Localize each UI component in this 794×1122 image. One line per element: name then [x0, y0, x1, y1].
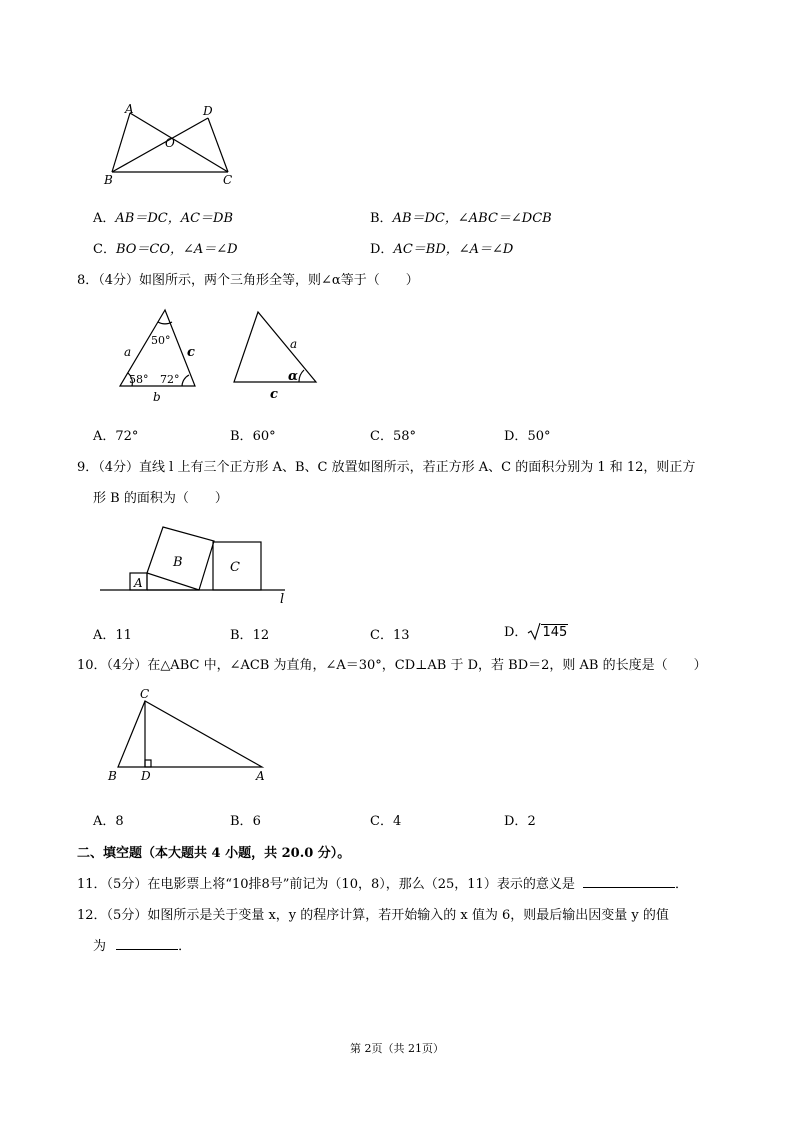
q7-option-a[interactable]: A．AB＝DC，AC＝DB: [93, 211, 234, 226]
q8-angle-left: 58°: [129, 373, 149, 386]
q9-stem-line2: 形 B 的面积为（ ）: [93, 491, 228, 506]
q9-label-l: l: [280, 592, 285, 607]
q12-answer-blank[interactable]: [116, 936, 178, 950]
q8-side-a: a: [124, 345, 132, 359]
q10-label-D: D: [141, 769, 151, 783]
q10-option-a[interactable]: A．8: [93, 814, 124, 829]
q10-option-c[interactable]: C．4: [370, 814, 402, 829]
q12-stem-line1: 12．（5分）如图所示是关于变量 x，y 的程序计算，若开始输入的 x 值为 6，则最后输出因变量 y 的值: [77, 908, 669, 923]
q10-label-B: B: [108, 769, 117, 783]
q7-label-A: A: [125, 102, 134, 116]
q8-angle-right: 72°: [160, 373, 180, 386]
q8-side-c: c: [187, 345, 195, 360]
q10-option-d[interactable]: D．2: [504, 814, 536, 829]
q10-label-C: C: [140, 687, 150, 701]
q7-figure: [100, 100, 250, 190]
page-footer: 第 2页（共 21页）: [350, 1042, 444, 1055]
q10-stem: 10．（4分）在△ABC 中，∠ACB 为直角，∠A＝30°，CD⊥AB 于 D，若 BD＝2，则 AB 的长度是（ ）: [77, 658, 707, 673]
q8-tri2-a: a: [290, 337, 298, 351]
q8-option-d[interactable]: D．50°: [504, 429, 551, 444]
q12-stem-line2: 为 ．: [93, 935, 191, 954]
q8-tri2-alpha: α: [288, 369, 299, 384]
q10-figure: [100, 686, 280, 786]
q8-option-a[interactable]: A．72°: [93, 429, 139, 444]
q10-label-A: A: [256, 769, 265, 783]
section-title: 二、填空题（本大题共 4 小题，共 20.0 分）。: [77, 846, 351, 861]
q9-option-c[interactable]: C．13: [370, 628, 410, 643]
q8-option-c[interactable]: C．58°: [370, 429, 416, 444]
q9-label-B: B: [173, 555, 183, 570]
q11-answer-blank[interactable]: [583, 874, 675, 888]
q8-option-b[interactable]: B．60°: [230, 429, 276, 444]
q9-option-a[interactable]: A．11: [93, 628, 132, 643]
sqrt-icon: 145: [527, 622, 568, 640]
q7-label-D: D: [203, 104, 213, 118]
q8-angle-top: 50°: [151, 334, 171, 347]
q7-label-B: B: [104, 173, 113, 187]
q10-option-b[interactable]: B．6: [230, 814, 261, 829]
q7-option-c[interactable]: C．BO＝CO，∠A＝∠D: [93, 242, 238, 257]
q7-option-d[interactable]: D．AC＝BD，∠A＝∠D: [370, 242, 514, 257]
q9-option-d[interactable]: D． 145: [504, 621, 568, 640]
q7-option-b[interactable]: B．AB＝DC，∠ABC＝∠DCB: [370, 211, 552, 226]
q9-option-b[interactable]: B．12: [230, 628, 270, 643]
q9-figure: [100, 520, 300, 610]
q8-tri2-c: c: [270, 387, 278, 402]
q7-label-C: C: [223, 173, 233, 187]
q11-stem: 11．（5分）在电影票上将“10排8号”前记为（10，8），那么（25，11）表示的意义是 ．: [77, 873, 688, 892]
q8-figure: [110, 300, 330, 410]
q9-label-C: C: [230, 560, 240, 575]
q8-stem: 8．（4分）如图所示，两个三角形全等，则∠α等于（ ）: [77, 273, 419, 288]
q9-label-A: A: [134, 576, 143, 590]
q9-stem-line1: 9．（4分）直线 l 上有三个正方形 A、B、C 放置如图所示，若正方形 A、C 的面积分别为 1 和 12，则正方: [77, 460, 696, 475]
q7-label-O: O: [165, 136, 175, 150]
q8-side-b: b: [153, 390, 161, 404]
